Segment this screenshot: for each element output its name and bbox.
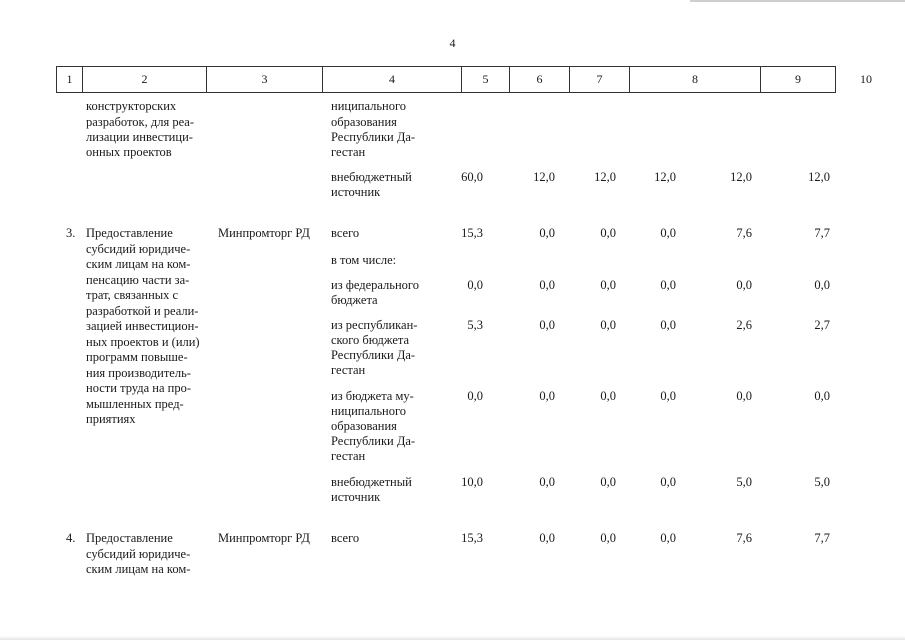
continued-value-col-10: 12,0 [808, 170, 830, 184]
item-3-federal-col-10: 0,0 [814, 278, 830, 292]
header-col-10: 10 [860, 72, 872, 86]
item-4-total-col-6: 0,0 [539, 531, 555, 545]
scan-edge-top [690, 0, 905, 2]
item-3-extrabudgetary-col-8: 0,0 [660, 475, 676, 489]
header-col-9: 9 [761, 67, 836, 92]
continued-value-col-8: 12,0 [654, 170, 676, 184]
item-3-row-municipal-source-line-3: образования [331, 419, 397, 433]
header-col-7: 7 [570, 67, 630, 92]
item-3-total-col-7: 0,0 [600, 226, 616, 240]
item-3-federal-col-5: 0,0 [467, 278, 483, 292]
header-col-1: 1 [57, 67, 83, 92]
continued-source-line-2: образования [331, 115, 397, 129]
item-3-municipal-col-10: 0,0 [814, 389, 830, 403]
continued-description-line-3: лизации инвестици- [86, 130, 193, 144]
item-3-extrabudgetary-col-5: 10,0 [461, 475, 483, 489]
item-3-description-line-13: приятиях [86, 412, 136, 426]
item-3-row-municipal-source-line-5: гестан [331, 449, 366, 463]
item-3-federal-col-6: 0,0 [539, 278, 555, 292]
header-col-5: 5 [462, 67, 510, 92]
item-3-republic-col-6: 0,0 [539, 318, 555, 332]
item-3-number: 3. [66, 226, 76, 240]
item-3-total-col-6: 0,0 [539, 226, 555, 240]
item-3-description-line-5: трат, связанных с [86, 288, 179, 302]
item-3-row-municipal-source-line-1: из бюджета му- [331, 389, 414, 403]
item-4-total-col-9: 7,6 [736, 531, 752, 545]
item-3-municipal-col-8: 0,0 [660, 389, 676, 403]
item-3-total-col-9: 7,6 [736, 226, 752, 240]
continued-source-line-4: гестан [331, 145, 366, 159]
item-3-description-line-3: ским лицам на ком- [86, 257, 191, 271]
item-3-row-republic-source-line-4: гестан [331, 363, 366, 377]
item-3-extrabudgetary-col-10: 5,0 [814, 475, 830, 489]
item-4-total-col-5: 15,3 [461, 531, 483, 545]
continued-source-line-3: Республики Да- [331, 130, 416, 144]
continued-source-line-1: ниципального [331, 99, 407, 113]
continued-description-line-2: разработок, для реа- [86, 115, 194, 129]
header-col-2: 2 [83, 67, 207, 92]
continued-value-col-7: 12,0 [594, 170, 616, 184]
continued-description-line-4: онных проектов [86, 145, 172, 159]
item-3-row-extrabudgetary-source-line-1: внебюджетный [331, 475, 412, 489]
continued-value-col-9: 12,0 [730, 170, 752, 184]
item-3-municipal-col-6: 0,0 [539, 389, 555, 403]
continued-row-source-line-1: внебюджетный [331, 170, 412, 184]
item-3-total-col-8: 0,0 [660, 226, 676, 240]
item-3-description-line-1: Предоставление [86, 226, 173, 240]
item-3-row-federal-source-line-2: бюджета [331, 293, 378, 307]
item-3-municipal-col-5: 0,0 [467, 389, 483, 403]
continued-value-col-6: 12,0 [533, 170, 555, 184]
item-3-description-line-10: ния производитель- [86, 365, 191, 380]
item-3-total-col-5: 15,3 [461, 226, 483, 240]
item-3-description-line-12: мышленных пред- [86, 396, 184, 411]
item-3-republic-col-7: 0,0 [600, 318, 616, 332]
item-4-row-total-source: всего [331, 531, 360, 545]
item-3-description-line-8: ных проектов и (или) [86, 334, 200, 349]
item-3-extrabudgetary-col-6: 0,0 [539, 475, 555, 489]
item-4-description-line-3: ским лицам на ком- [86, 562, 191, 576]
item-3-row-total-source: всего [331, 226, 360, 240]
item-3-row-republic-source-line-3: Республики Да- [331, 348, 416, 362]
header-col-4: 4 [323, 67, 462, 92]
item-3-executor: Минпромторг РД [218, 226, 310, 240]
item-4-executor: Минпромторг РД [218, 531, 310, 545]
item-4-number: 4. [66, 531, 76, 545]
continued-description-line-1: конструкторских [86, 99, 177, 113]
item-3-federal-col-7: 0,0 [600, 278, 616, 292]
item-3-extrabudgetary-col-7: 0,0 [600, 475, 616, 489]
item-3-row-republic-source-line-1: из республикан- [331, 318, 418, 332]
item-3-republic-col-9: 2,6 [736, 318, 752, 332]
header-col-6: 6 [510, 67, 570, 92]
item-3-extrabudgetary-col-9: 5,0 [736, 475, 752, 489]
item-3-description-line-11: ности труда на про- [86, 381, 191, 395]
scan-edge-bottom [0, 636, 905, 640]
page-number: 4 [449, 36, 456, 50]
item-3-municipal-col-7: 0,0 [600, 389, 616, 403]
header-col-8: 8 [630, 67, 761, 92]
item-4-total-col-7: 0,0 [600, 531, 616, 545]
table-header-row [56, 66, 872, 93]
item-3-republic-col-5: 5,3 [467, 318, 483, 332]
item-3-row-including-source: в том числе: [331, 253, 397, 267]
item-3-row-extrabudgetary-source-line-2: источник [331, 490, 381, 504]
continued-row-source-line-2: источник [331, 185, 381, 199]
item-4-description-line-1: Предоставление [86, 531, 173, 545]
item-3-row-municipal-source-line-2: ниципального [331, 404, 407, 418]
item-3-description-line-9: программ повыше- [86, 350, 188, 364]
header-col-3: 3 [207, 67, 323, 92]
item-3-federal-col-9: 0,0 [736, 278, 752, 292]
item-3-row-republic-source-line-2: ского бюджета [331, 333, 410, 347]
continued-value-col-5: 60,0 [461, 170, 483, 184]
item-3-row-federal-source-line-1: из федерального [331, 278, 419, 292]
item-4-description-line-2: субсидий юридиче- [86, 546, 191, 561]
item-3-description-line-4: пенсацию части за- [86, 272, 190, 287]
item-3-description-line-2: субсидий юридиче- [86, 241, 191, 256]
item-3-republic-col-10: 2,7 [814, 318, 830, 332]
item-4-total-col-8: 0,0 [660, 531, 676, 545]
item-3-total-col-10: 7,7 [814, 226, 830, 240]
item-3-description-line-7: зацией инвестицион- [86, 319, 199, 333]
item-4-total-col-10: 7,7 [814, 531, 830, 545]
item-3-description-line-6: разработкой и реали- [86, 303, 199, 318]
item-3-republic-col-8: 0,0 [660, 318, 676, 332]
item-3-row-municipal-source-line-4: Республики Да- [331, 434, 416, 448]
item-3-municipal-col-9: 0,0 [736, 389, 752, 403]
item-3-federal-col-8: 0,0 [660, 278, 676, 292]
